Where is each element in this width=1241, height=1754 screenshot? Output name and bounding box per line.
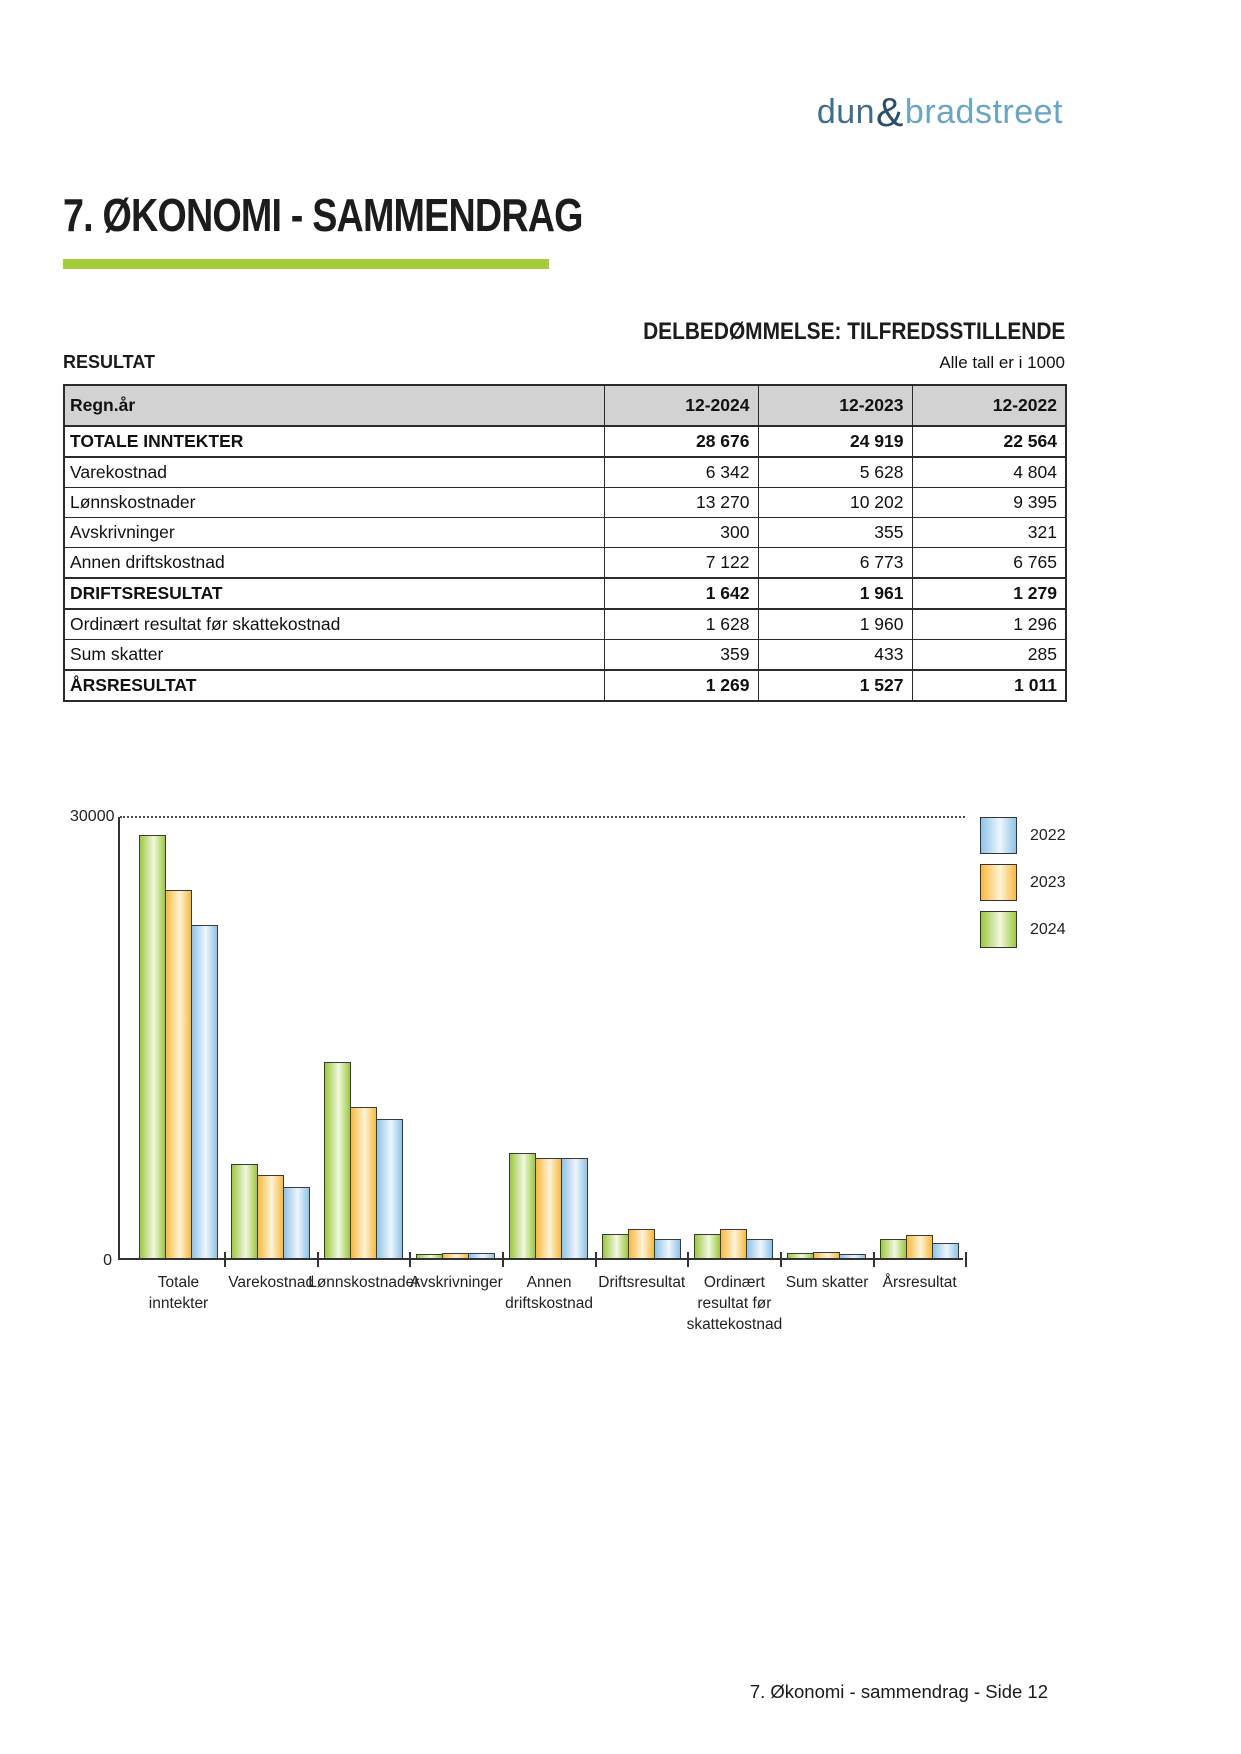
bar-2024-cat1 — [231, 1164, 258, 1258]
x-axis-tick — [687, 1252, 689, 1267]
bar-2022-cat0 — [191, 925, 218, 1258]
bar-2024-cat8 — [880, 1239, 907, 1258]
row-value: 6 773 — [758, 548, 912, 579]
table-row — [64, 640, 1066, 671]
row-value: 1 960 — [758, 609, 912, 640]
row-label: Annen driftskostnad — [64, 548, 604, 579]
row-value: 1 527 — [758, 670, 912, 701]
legend-item-2022 — [980, 817, 1066, 854]
bar-2024-cat6 — [694, 1234, 721, 1258]
row-label: ÅRSRESULTAT — [64, 670, 604, 701]
row-value: 6 765 — [912, 548, 1066, 579]
logo-text-dun: dun — [816, 93, 876, 131]
x-axis-category-label: Lønnskostnader — [308, 1274, 420, 1291]
legend-swatch-2022 — [980, 817, 1017, 854]
legend-swatch-2024 — [980, 911, 1017, 948]
row-value: 4 804 — [912, 457, 1066, 488]
table-body — [64, 426, 1066, 701]
bar-2022-cat5 — [654, 1239, 681, 1258]
results-table — [63, 384, 1067, 702]
bar-2022-cat4 — [561, 1158, 588, 1258]
bar-2023-cat6 — [720, 1229, 747, 1258]
row-value: 28 676 — [604, 426, 758, 457]
x-axis-category-label: Årsresultat — [882, 1274, 957, 1291]
bar-2022-cat1 — [283, 1187, 310, 1258]
x-axis-category-label: Varekostnad — [228, 1274, 315, 1291]
bar-2022-cat3 — [468, 1253, 495, 1258]
x-axis-tick — [317, 1252, 319, 1267]
bar-2024-cat4 — [509, 1153, 536, 1258]
legend-swatch-2023 — [980, 864, 1017, 901]
bar-2024-cat0 — [139, 835, 166, 1258]
x-axis-tick — [595, 1252, 597, 1267]
row-value: 285 — [912, 640, 1066, 671]
bar-2024-cat7 — [787, 1253, 814, 1258]
x-axis-tick — [409, 1252, 411, 1267]
row-value: 24 919 — [758, 426, 912, 457]
bar-2023-cat1 — [257, 1175, 284, 1258]
x-axis-category-label: Totale inntekter — [148, 1274, 209, 1312]
row-label: TOTALE INNTEKTER — [64, 426, 604, 457]
units-note: Alle tall er i 1000 — [939, 353, 1065, 372]
chart-plot — [118, 817, 963, 1333]
row-value: 1 269 — [604, 670, 758, 701]
assessment-heading: DELBEDØMMELSE: TILFREDSSTILLENDE — [642, 318, 1065, 345]
row-value: 355 — [758, 518, 912, 548]
bar-2023-cat0 — [165, 890, 192, 1258]
bar-2024-cat3 — [416, 1254, 443, 1258]
row-value: 13 270 — [604, 488, 758, 518]
bar-2022-cat2 — [376, 1119, 403, 1258]
row-value: 10 202 — [758, 488, 912, 518]
bar-2023-cat8 — [906, 1235, 933, 1258]
legend-item-2024 — [980, 911, 1066, 948]
bar-2024-cat5 — [602, 1234, 629, 1258]
dun-bradstreet-logo — [817, 86, 1063, 133]
row-value: 321 — [912, 518, 1066, 548]
y-axis-label-0: 0 — [103, 1252, 112, 1269]
table-row — [64, 426, 1066, 457]
column-header-12-2024: 12-2024 — [604, 385, 758, 426]
row-value: 1 011 — [912, 670, 1066, 701]
x-axis-category-label: Annen driftskostnad — [505, 1274, 594, 1312]
table-row — [64, 518, 1066, 548]
x-axis-tick — [873, 1252, 875, 1267]
x-axis-category-label: Ordinært resultat før skattekostnad — [686, 1274, 783, 1333]
table-row — [64, 578, 1066, 609]
bar-2022-cat6 — [746, 1239, 773, 1258]
table-row — [64, 548, 1066, 579]
logo-ampersand-icon: & — [876, 89, 904, 135]
row-value: 1 279 — [912, 578, 1066, 609]
x-axis-category-label: Sum skatter — [785, 1274, 869, 1291]
row-label: Lønnskostnader — [64, 488, 604, 518]
bar-2022-cat8 — [932, 1243, 959, 1258]
column-header-regnar: Regn.år — [64, 385, 604, 426]
bar-2023-cat3 — [442, 1253, 469, 1258]
row-label: Avskrivninger — [64, 518, 604, 548]
bar-2024-cat2 — [324, 1062, 351, 1258]
section-label-resultat: RESULTAT — [63, 352, 155, 372]
bar-2023-cat2 — [350, 1107, 377, 1258]
row-value: 433 — [758, 640, 912, 671]
legend-item-2023 — [980, 864, 1066, 901]
y-axis-label-30000: 30000 — [70, 808, 115, 825]
row-label: DRIFTSRESULTAT — [64, 578, 604, 609]
row-value: 1 296 — [912, 609, 1066, 640]
row-value: 359 — [604, 640, 758, 671]
gridline-30000 — [120, 816, 965, 818]
row-value: 22 564 — [912, 426, 1066, 457]
row-label: Ordinært resultat før skattekostnad — [64, 609, 604, 640]
bar-2023-cat5 — [628, 1229, 655, 1258]
table-row — [64, 609, 1066, 640]
chart-legend — [980, 817, 1066, 958]
table-row — [64, 457, 1066, 488]
x-axis-tick — [502, 1252, 504, 1267]
x-axis-tick — [965, 1252, 967, 1267]
legend-label: 2023 — [1030, 873, 1066, 891]
column-header-12-2022: 12-2022 — [912, 385, 1066, 426]
x-axis-tick — [224, 1252, 226, 1267]
row-label: Varekostnad — [64, 457, 604, 488]
x-axis-tick — [780, 1252, 782, 1267]
row-value: 7 122 — [604, 548, 758, 579]
legend-label: 2022 — [1030, 826, 1066, 844]
title-accent-bar — [63, 259, 549, 269]
row-value: 1 961 — [758, 578, 912, 609]
bar-2022-cat7 — [839, 1254, 866, 1258]
row-value: 9 395 — [912, 488, 1066, 518]
row-value: 1 642 — [604, 578, 758, 609]
row-value: 5 628 — [758, 457, 912, 488]
x-axis-category-label: Driftsresultat — [598, 1274, 686, 1291]
row-value: 300 — [604, 518, 758, 548]
table-header-row — [64, 385, 1066, 426]
row-value: 1 628 — [604, 609, 758, 640]
table-row — [64, 670, 1066, 701]
logo-text-bradstreet: bradstreet — [904, 93, 1063, 131]
legend-label: 2024 — [1030, 920, 1066, 938]
x-axis-category-label: Avskrivninger — [410, 1274, 503, 1291]
bar-2023-cat7 — [813, 1252, 840, 1258]
column-header-12-2023: 12-2023 — [758, 385, 912, 426]
table-row — [64, 488, 1066, 518]
page-title: 7. ØKONOMI - SAMMENDRAG — [63, 189, 583, 241]
row-label: Sum skatter — [64, 640, 604, 671]
row-value: 6 342 — [604, 457, 758, 488]
bar-2023-cat4 — [535, 1158, 562, 1258]
page-footer: 7. Økonomi - sammendrag - Side 12 — [749, 1681, 1048, 1702]
